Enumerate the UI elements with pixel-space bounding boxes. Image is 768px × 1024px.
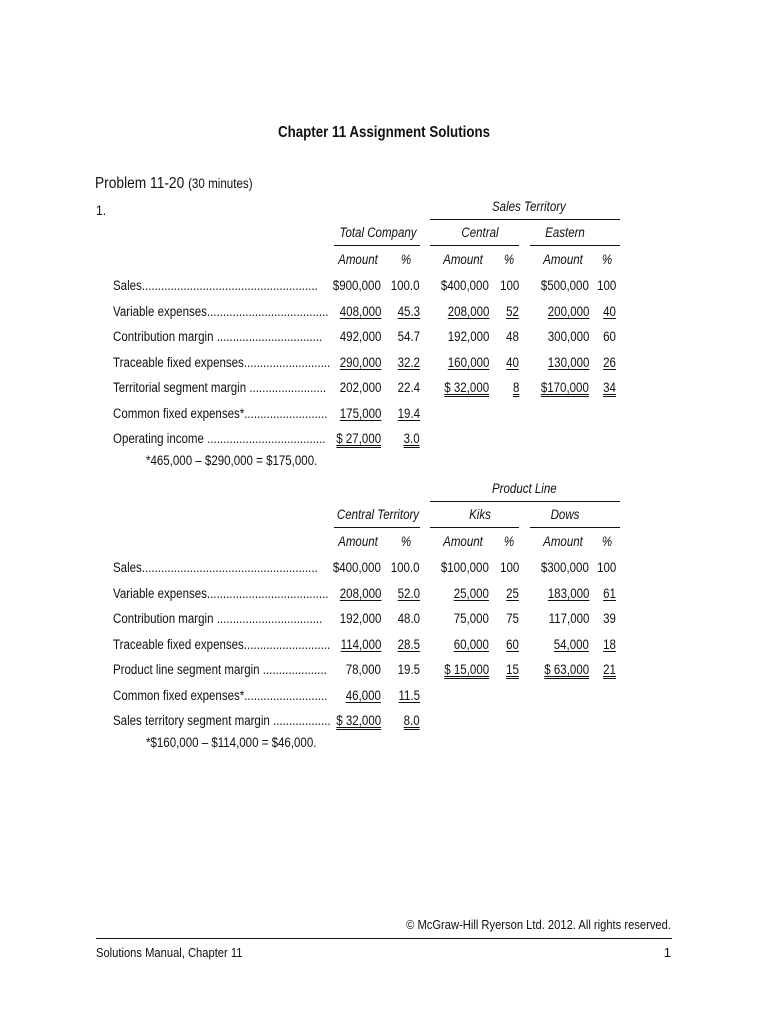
row-label: Traceable fixed expenses........................... <box>113 354 331 370</box>
table-cell: 75,000 <box>453 611 489 626</box>
column-header-rule <box>530 527 620 528</box>
table-cell: $300,000 <box>540 560 589 575</box>
table-cell: 19.4 <box>397 405 420 421</box>
table-cell: 26 <box>603 354 616 370</box>
problem-label: Problem 11-20 <box>95 175 185 192</box>
row-label: Sales territory segment margin .................. <box>113 713 331 728</box>
table-cell: $400,000 <box>332 560 381 575</box>
sub-header: Amount <box>338 534 378 549</box>
problem-heading <box>95 175 253 193</box>
row-label: Contribution margin ................................. <box>113 329 323 344</box>
sub-header: % <box>400 534 412 549</box>
table-cell: 100.0 <box>391 278 420 293</box>
table-cell: $ 32,000 <box>336 713 381 728</box>
table-cell: 22.4 <box>397 380 420 395</box>
column-header: Dows <box>550 507 580 522</box>
group-header: Product Line <box>492 481 557 496</box>
table-cell: $ 27,000 <box>336 431 381 446</box>
table-cell: 100 <box>499 278 519 293</box>
sub-header: % <box>503 534 515 549</box>
table-cell: 192,000 <box>447 329 489 344</box>
table-cell: $100,000 <box>440 560 489 575</box>
sub-header: % <box>503 252 515 267</box>
table-cell: 175,000 <box>339 405 381 421</box>
table-cell: 100 <box>596 278 616 293</box>
table-cell: 25,000 <box>453 585 489 601</box>
table-cell: 200,000 <box>547 303 589 319</box>
table-cell: 54,000 <box>553 636 589 652</box>
table-cell: 192,000 <box>339 611 381 626</box>
table-cell: 48 <box>506 329 519 344</box>
table-cell: 60 <box>506 636 519 652</box>
table-cell: 61 <box>603 585 616 601</box>
sub-header: % <box>601 252 613 267</box>
group-header-rule <box>430 501 620 502</box>
group-header-rule <box>430 219 620 220</box>
table-cell: 290,000 <box>339 354 381 370</box>
row-label: Sales....................................................... <box>113 560 318 575</box>
row-label: Traceable fixed expenses........................... <box>113 636 331 652</box>
column-header-rule <box>530 245 620 246</box>
column-header-rule <box>430 527 519 528</box>
table-cell: 39 <box>603 611 616 626</box>
table-cell: 34 <box>603 380 616 395</box>
table-cell: 11.5 <box>398 687 420 703</box>
table-cell: $ 63,000 <box>544 662 589 677</box>
table-cell: 117,000 <box>548 611 589 626</box>
row-label: Operating income ..................................... <box>113 431 326 446</box>
table-cell: 75 <box>506 611 519 626</box>
row-label: Product line segment margin .................... <box>113 662 327 677</box>
table-cell: 40 <box>506 354 519 370</box>
row-label: Sales....................................................... <box>113 278 318 293</box>
table-cell: 60 <box>603 329 616 344</box>
column-header: Central Territory <box>336 507 420 522</box>
footnote: *465,000 – $290,000 = $175,000. <box>146 452 318 468</box>
column-header-rule <box>430 245 519 246</box>
copyright-notice: © McGraw-Hill Ryerson Ltd. 2012. All rights reserved. <box>406 917 671 932</box>
sub-header: Amount <box>543 534 583 549</box>
table-cell: 78,000 <box>345 662 381 677</box>
table-cell: 19.5 <box>397 662 420 677</box>
table-cell: $170,000 <box>540 380 589 395</box>
table-cell: 8.0 <box>403 713 420 728</box>
table-cell: $400,000 <box>440 278 489 293</box>
table-cell: 408,000 <box>339 303 381 319</box>
table-cell: 52 <box>506 303 519 319</box>
table-cell: 46,000 <box>345 687 381 703</box>
table-cell: 32.2 <box>397 354 420 370</box>
part-number: 1. <box>96 202 107 218</box>
page-title: Chapter 11 Assignment Solutions <box>277 124 491 141</box>
table-cell: 28.5 <box>397 636 420 652</box>
table-cell: 114,000 <box>340 636 381 652</box>
table-cell: 130,000 <box>547 354 589 370</box>
table-cell: 492,000 <box>339 329 381 344</box>
table-cell: 300,000 <box>547 329 589 344</box>
table-cell: 208,000 <box>339 585 381 601</box>
row-label: Variable expenses...................................... <box>113 585 329 601</box>
problem-time: (30 minutes) <box>188 176 253 191</box>
table-cell: 183,000 <box>547 585 589 601</box>
footnote: *$160,000 – $114,000 = $46,000. <box>146 734 317 750</box>
table-cell: 160,000 <box>447 354 489 370</box>
table-cell: 25 <box>506 585 519 601</box>
sub-header: % <box>400 252 412 267</box>
sub-header: Amount <box>443 534 483 549</box>
footer-label: Solutions Manual, Chapter 11 <box>96 945 243 960</box>
row-label: Common fixed expenses*.......................... <box>113 687 328 703</box>
table-cell: 100.0 <box>391 560 420 575</box>
table-cell: 18 <box>603 636 616 652</box>
sub-header: % <box>601 534 613 549</box>
table-cell: 8 <box>512 380 519 395</box>
sub-header: Amount <box>443 252 483 267</box>
row-label: Territorial segment margin ........................ <box>113 380 327 395</box>
column-header-rule <box>334 527 420 528</box>
table-cell: $500,000 <box>540 278 589 293</box>
column-header: Kiks <box>469 507 491 522</box>
table-cell: 100 <box>499 560 519 575</box>
sub-header: Amount <box>338 252 378 267</box>
table-cell: $ 32,000 <box>444 380 489 395</box>
table-cell: 48.0 <box>397 611 420 626</box>
table-cell: 100 <box>596 560 616 575</box>
footer-divider <box>96 938 672 939</box>
group-header: Sales Territory <box>492 199 566 214</box>
column-header: Central <box>461 225 499 240</box>
row-label: Contribution margin ................................. <box>113 611 323 626</box>
row-label: Common fixed expenses*.......................... <box>113 405 328 421</box>
column-header-rule <box>334 245 420 246</box>
table-cell: 15 <box>506 662 519 677</box>
table-cell: 21 <box>603 662 616 677</box>
table-cell: $900,000 <box>332 278 381 293</box>
table-cell: 3.0 <box>403 431 420 446</box>
column-header: Eastern <box>545 225 585 240</box>
table-cell: 54.7 <box>397 329 420 344</box>
table-cell: 40 <box>603 303 616 319</box>
row-label: Variable expenses...................................... <box>113 303 329 319</box>
column-header: Total Company <box>339 225 417 240</box>
table-cell: 208,000 <box>447 303 489 319</box>
sub-header: Amount <box>543 252 583 267</box>
page-number: 1 <box>663 945 671 960</box>
table-cell: $ 15,000 <box>444 662 489 677</box>
table-cell: 60,000 <box>453 636 489 652</box>
table-cell: 52.0 <box>397 585 420 601</box>
table-cell: 202,000 <box>339 380 381 395</box>
table-cell: 45.3 <box>397 303 420 319</box>
